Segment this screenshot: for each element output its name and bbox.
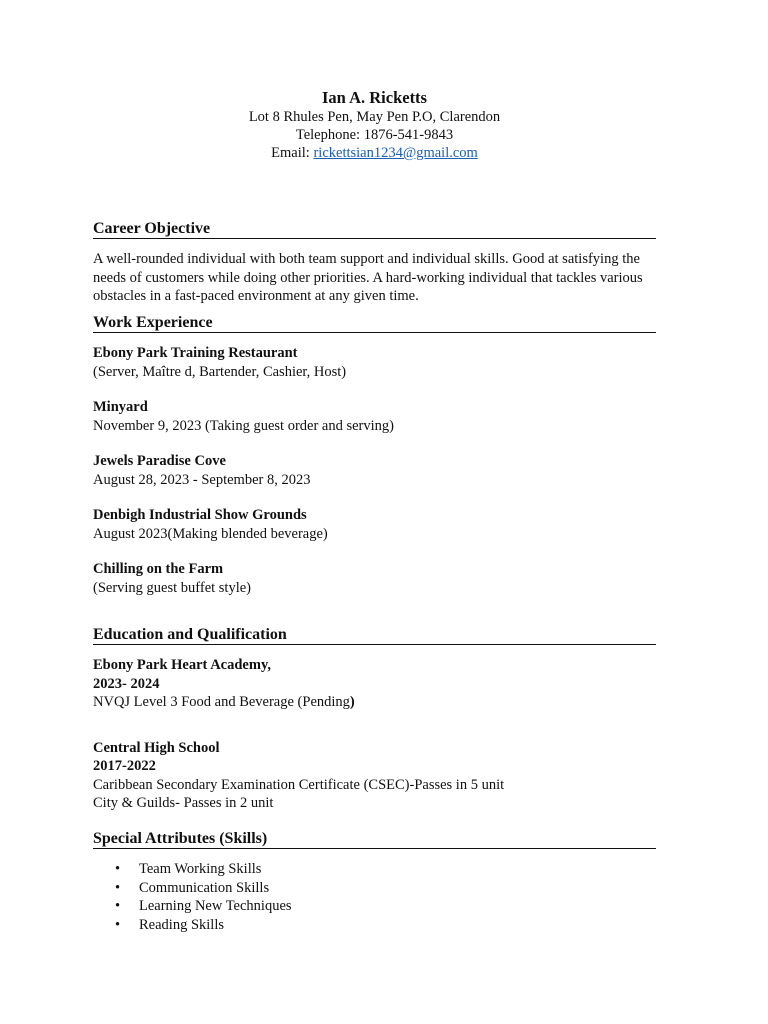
skill-label: Communication Skills — [139, 879, 270, 896]
email-link[interactable]: rickettsian1234@gmail.com — [313, 145, 478, 161]
work-section — [93, 313, 656, 597]
work-detail: (Server, Maître d, Bartender, Cashier, Host) — [93, 363, 347, 380]
skills-heading: Special Attributes (Skills) — [93, 829, 656, 849]
qualification-text: NVQJ Level 3 Food and Beverage (Pending — [93, 694, 350, 710]
skill-label: Learning New Techniques — [139, 898, 292, 914]
work-detail: August 2023(Making blended beverage) — [93, 525, 328, 542]
work-item — [93, 398, 656, 435]
skill-label: Team Working Skills — [139, 861, 262, 877]
work-detail: (Serving guest buffet style) — [93, 579, 251, 596]
bullet-icon: • — [115, 898, 121, 914]
qualification-line: Caribbean Secondary Examination Certificate (CSEC)-Passes in 5 unit — [93, 776, 505, 793]
resume-page — [93, 0, 656, 933]
skills-list — [93, 860, 656, 934]
qualification-line — [93, 693, 656, 712]
bullet-icon: • — [115, 879, 121, 896]
education-heading: Education and Qualification — [93, 625, 656, 645]
work-title: Chilling on the Farm — [93, 561, 224, 577]
objective-text: A well-rounded individual with both team support and individual skills. Good at satisfying the needs of customers while doing other priorities. A hard-working individual that tackles various obstacles in a fast-paced environment at any given time. — [93, 251, 643, 304]
education-item — [93, 656, 656, 712]
email-label: Email: — [271, 145, 314, 161]
education-item — [93, 739, 656, 813]
list-item — [93, 897, 656, 916]
qualification-paren: ) — [349, 694, 355, 710]
qualification-line: City & Guilds- Passes in 2 unit — [93, 795, 274, 811]
objective-section — [93, 219, 656, 306]
list-item — [93, 879, 656, 898]
work-title: Minyard — [93, 399, 148, 415]
telephone: Telephone: 1876-541-9843 — [295, 127, 454, 143]
work-detail: August 28, 2023 - September 8, 2023 — [93, 471, 311, 488]
school-name: Ebony Park Heart Academy, — [93, 657, 272, 673]
skills-section — [93, 829, 656, 934]
bullet-icon: • — [115, 861, 121, 877]
work-title: Denbigh Industrial Show Grounds — [93, 507, 307, 523]
school-years: 2023- 2024 — [93, 675, 160, 692]
work-item — [93, 506, 656, 543]
school-years: 2017-2022 — [93, 758, 156, 774]
work-heading: Work Experience — [93, 313, 656, 333]
work-item — [93, 344, 656, 381]
work-detail: November 9, 2023 (Taking guest order and serving) — [93, 417, 394, 434]
work-title: Ebony Park Training Restaurant — [93, 345, 298, 361]
objective-heading: Career Objective — [93, 219, 656, 239]
education-section — [93, 625, 656, 813]
list-item — [93, 916, 656, 935]
work-title: Jewels Paradise Cove — [93, 453, 226, 469]
resume-header — [93, 88, 656, 162]
list-item — [93, 860, 656, 879]
skill-label: Reading Skills — [139, 916, 224, 933]
email-line — [93, 144, 656, 162]
work-item — [93, 452, 656, 489]
bullet-icon: • — [115, 916, 121, 933]
school-name: Central High School — [93, 739, 220, 756]
address: Lot 8 Rhules Pen, May Pen P.O, Clarendon — [248, 109, 501, 125]
candidate-name: Ian A. Ricketts — [322, 88, 427, 107]
work-item — [93, 560, 656, 597]
